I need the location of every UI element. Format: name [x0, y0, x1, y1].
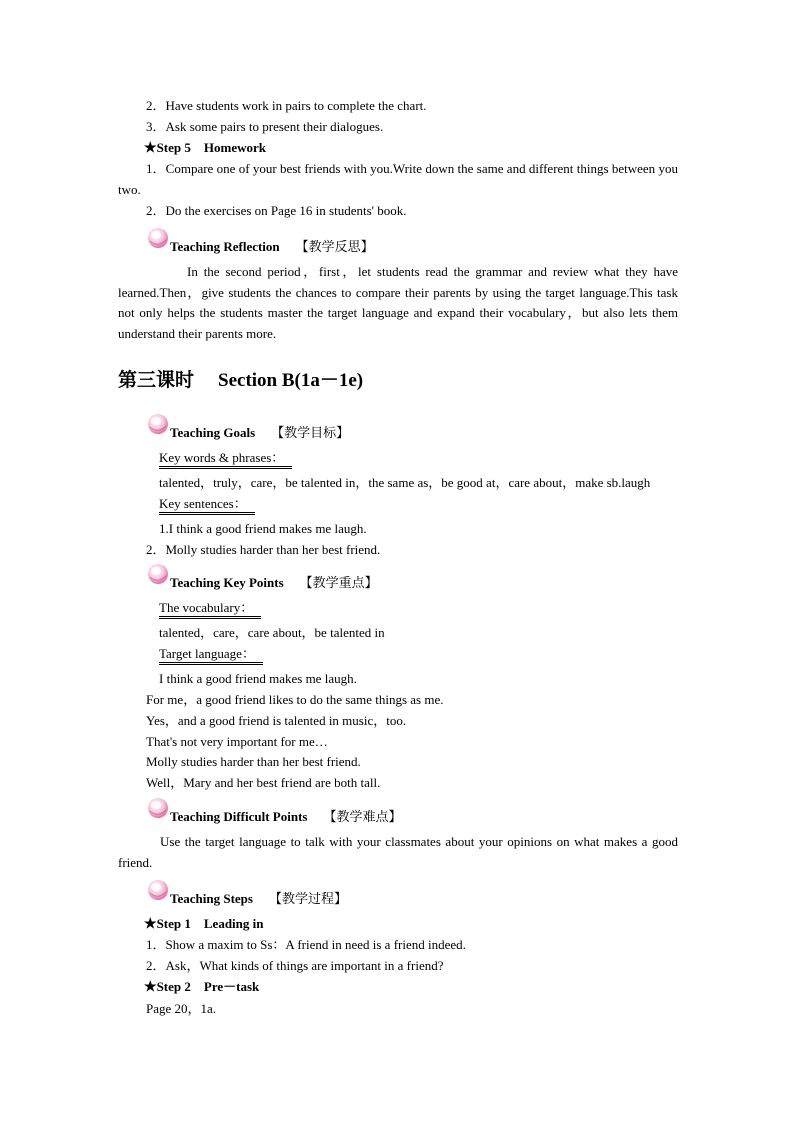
- target-language-line: Yes，and a good friend is talented in music，too.: [146, 712, 407, 728]
- list-item: 2．Have students work in pairs to complete the chart.: [146, 98, 427, 113]
- target-language-line: I think a good friend makes me laugh.: [159, 671, 357, 687]
- star-icon: ★: [144, 979, 157, 995]
- step-heading: ★Step 5 Homework: [144, 139, 266, 156]
- reflection-paragraph: In the second period，first，let students read the grammar and review what they have learned.Then，give students the chances to compare their parents by using the target language.This task not only helps the students master the target language and expand their vocabulary，but also lets them understand their parents more.: [118, 263, 678, 342]
- list-item: 3．Ask some pairs to present their dialogues.: [146, 118, 384, 134]
- subsection-label: Key sentences：: [159, 496, 255, 515]
- section-heading-steps: Teaching Steps 【教学过程】: [118, 886, 678, 912]
- lesson-title: 第三课时 Section B(1a－1e): [118, 368, 364, 391]
- document-page: [118, 96, 678, 1020]
- flower-icon: [146, 878, 170, 902]
- section-heading-reflection: Teaching Reflection 【教学反思】: [118, 234, 678, 260]
- target-language-line: Well，Mary and her best friend are both tall.: [146, 775, 381, 791]
- subsection-label: Target language：: [159, 646, 263, 665]
- star-icon: ★: [144, 916, 157, 932]
- sentence-line: 1.I think a good friend makes me laugh.: [159, 520, 367, 536]
- flower-icon: [146, 562, 170, 586]
- star-icon: ★: [144, 140, 157, 156]
- step-heading: ★Step 2 Pre－task: [144, 978, 260, 995]
- target-language-line: That's not very important for me…: [146, 733, 328, 749]
- step-item: 2．Ask，What kinds of things are important in a friend?: [146, 958, 444, 974]
- subsection-label: Key words & phrases：: [159, 450, 292, 469]
- section-heading-goals: Teaching Goals 【教学目标】: [118, 420, 678, 446]
- subsection-label: The vocabulary：: [159, 600, 261, 619]
- homework-item: 2．Do the exercises on Page 16 in students' book.: [146, 202, 407, 218]
- flower-icon: [146, 226, 170, 250]
- vocab-line: talented，care，care about，be talented in: [159, 625, 385, 641]
- flower-icon: [146, 412, 170, 436]
- target-language-line: Molly studies harder than her best friend.: [146, 754, 361, 770]
- homework-item: 1．Compare one of your best friends with you.Write down the same and different things between you two.: [118, 161, 678, 198]
- vocab-line: talented，truly，care，be talented in，the same as，be good at，care about，make sb.laugh: [159, 474, 651, 490]
- step-item: Page 20，1a.: [146, 1000, 217, 1016]
- step-item: 1．Show a maxim to Ss：A friend in need is a friend indeed.: [146, 937, 466, 953]
- section-heading-difficult-points: Teaching Difficult Points 【教学难点】: [118, 804, 678, 830]
- section-heading-key-points: Teaching Key Points 【教学重点】: [118, 570, 678, 596]
- flower-icon: [146, 796, 170, 820]
- sentence-line: 2．Molly studies harder than her best friend.: [146, 541, 381, 557]
- target-language-line: For me，a good friend likes to do the same things as me.: [146, 691, 444, 707]
- step-heading: ★Step 1 Leading in: [144, 915, 264, 932]
- difficult-paragraph: Use the target language to talk with your classmates about your opinions on what makes a good friend.: [118, 833, 678, 870]
